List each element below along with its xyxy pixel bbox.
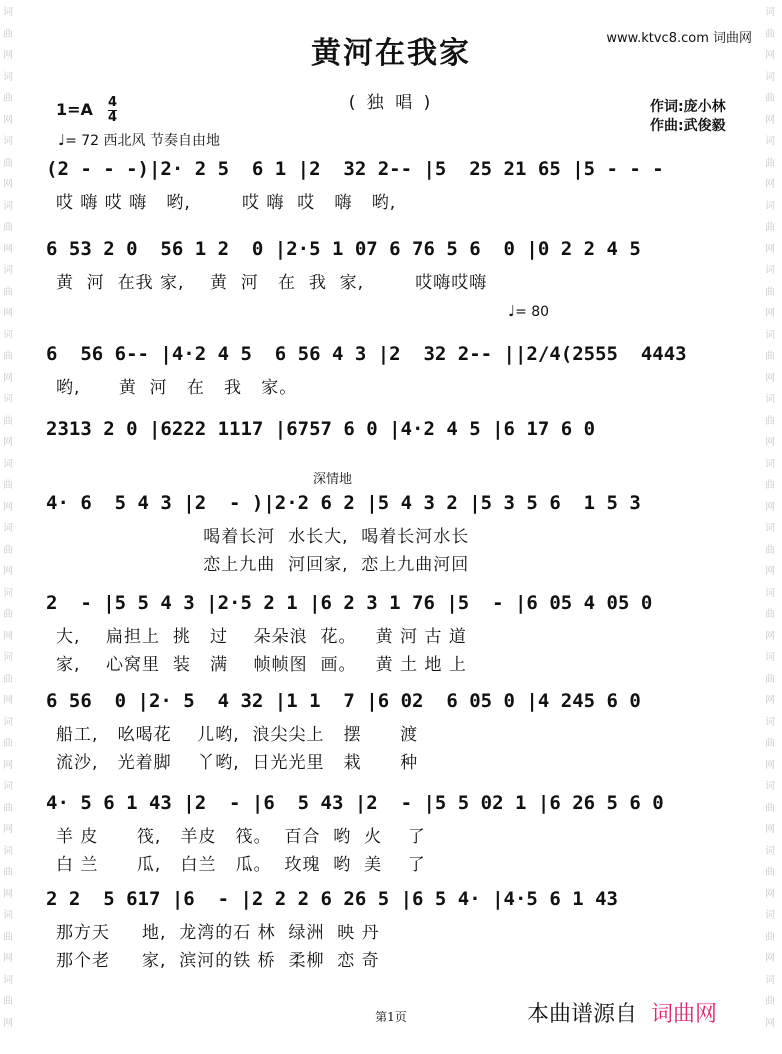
watermark-glyph: 网 xyxy=(765,953,775,964)
lyric-line: 船工, 吆喝花 儿哟, 浪尖尖上 摆 渡 xyxy=(56,725,419,745)
watermark-glyph: 曲 xyxy=(3,351,13,362)
watermark-glyph: 曲 xyxy=(765,931,775,943)
notation-line: 6 53 2 0 56 1 2 0 |2·5 1 07 6 76 5 6 0 |0 2 2 4 5 xyxy=(46,238,653,260)
watermark-glyph: 曲 xyxy=(765,996,775,1007)
meter-bottom: 4 xyxy=(108,110,118,125)
watermark-glyph: 词 xyxy=(765,716,775,728)
watermark-glyph: 曲 xyxy=(765,222,775,233)
watermark-glyph: 词 xyxy=(3,652,13,663)
notation-line: 2313 2 0 |6222 1117 |6757 6 0 |4·2 4 5 |6 17 6 0 xyxy=(46,418,607,440)
lyric-line: 大, 扁担上 挑 过 朵朵浪 花。 黄 河 古 道 xyxy=(56,627,467,647)
left-watermark-strip xyxy=(0,0,20,1054)
watermark-glyph: 词 xyxy=(765,71,775,83)
watermark-glyph: 网 xyxy=(3,695,13,706)
watermark-glyph: 词 xyxy=(3,910,13,921)
watermark-glyph: 词 xyxy=(3,716,13,728)
watermark-glyph: 网 xyxy=(765,695,775,706)
watermark-glyph: 曲 xyxy=(765,93,775,104)
lyric-line: 那方天 地, 龙湾的石 林 绿洲 映 丹 xyxy=(56,923,380,943)
watermark-glyph: 词 xyxy=(765,781,775,792)
watermark-glyph: 网 xyxy=(765,50,775,61)
watermark-glyph: 词 xyxy=(765,329,775,341)
watermark-glyph: 曲 xyxy=(3,93,13,104)
watermark-glyph: 曲 xyxy=(3,802,13,814)
watermark-glyph: 词 xyxy=(765,265,775,276)
watermark-glyph: 网 xyxy=(3,114,13,126)
meter-top: 4 xyxy=(108,95,118,110)
watermark-glyph: 网 xyxy=(3,437,13,448)
watermark-glyph: 网 xyxy=(765,308,775,319)
lyric-line: 那个老 家, 滨河的铁 桥 柔柳 恋 奇 xyxy=(56,951,380,971)
watermark-glyph: 曲 xyxy=(765,738,775,749)
watermark-glyph: 网 xyxy=(765,759,775,771)
lyric-line: 白 兰 瓜, 白兰 瓜。 玫瑰 哟 美 了 xyxy=(56,855,426,875)
tempo-marking xyxy=(58,130,220,150)
watermark-glyph: 网 xyxy=(3,953,13,964)
source-label: 本曲谱源自 xyxy=(527,1002,638,1027)
watermark-glyph: 词 xyxy=(765,845,775,857)
watermark-glyph: 词 xyxy=(3,458,13,470)
lyric-line: 哟, 黄 河 在 我 家。 xyxy=(56,378,298,398)
watermark-glyph: 网 xyxy=(3,50,13,61)
source-credit xyxy=(527,997,717,1028)
watermark-glyph: 曲 xyxy=(765,544,775,556)
notation-line: 6 56 0 |2· 5 4 32 |1 1 7 |6 02 6 05 0 |4 245 6 0 xyxy=(46,690,653,712)
watermark-glyph: 曲 xyxy=(3,996,13,1007)
watermark-glyph: 网 xyxy=(765,372,775,384)
watermark-glyph: 词 xyxy=(3,394,13,405)
lyric-line: 恋上九曲 河回家, 恋上九曲河回 xyxy=(56,555,470,575)
watermark-glyph: 曲 xyxy=(765,28,775,40)
watermark-glyph: 词 xyxy=(3,587,13,599)
watermark-glyph: 网 xyxy=(3,308,13,319)
watermark-glyph: 网 xyxy=(3,759,13,771)
watermark-glyph: 网 xyxy=(3,888,13,900)
watermark-glyph: 词 xyxy=(3,200,13,212)
watermark-glyph: 曲 xyxy=(3,28,13,40)
watermark-glyph: 词 xyxy=(765,7,775,18)
watermark-glyph: 曲 xyxy=(3,222,13,233)
watermark-glyph: 曲 xyxy=(765,286,775,298)
song-subtitle: ( 独 唱 ) xyxy=(348,93,434,113)
watermark-glyph: 网 xyxy=(3,566,13,577)
lyric-line: 流沙, 光着脚 丫哟, 日光光里 栽 种 xyxy=(56,753,419,773)
watermark-glyph: 词 xyxy=(765,974,775,986)
watermark-glyph: 曲 xyxy=(765,609,775,620)
watermark-glyph: 网 xyxy=(765,114,775,126)
time-signature xyxy=(108,96,117,125)
watermark-glyph: 词 xyxy=(765,136,775,147)
watermark-glyph: 网 xyxy=(765,630,775,642)
watermark-glyph: 词 xyxy=(3,329,13,341)
notation-line: 2 2 5 617 |6 - |2 2 2 6 26 5 |6 5 4· |4·5 6 1 43 xyxy=(46,888,630,910)
lyric-line: 羊 皮 筏, 羊皮 筏。 百合 哟 火 了 xyxy=(56,827,426,847)
lyricist-credit: 作词:庞小林 xyxy=(650,99,726,115)
site-url[interactable]: www.ktvc8.com 词曲网 xyxy=(606,31,752,46)
tempo-change xyxy=(508,302,549,320)
tempo-text: = 72 西北风 节奏自由地 xyxy=(65,133,220,149)
song-title: 黄河在我家 xyxy=(311,36,471,71)
watermark-glyph: 曲 xyxy=(3,867,13,878)
watermark-glyph: 网 xyxy=(765,179,775,190)
watermark-glyph: 词 xyxy=(765,523,775,534)
watermark-glyph: 词 xyxy=(765,458,775,470)
composer-credit: 作曲:武俊毅 xyxy=(650,118,726,134)
watermark-glyph: 曲 xyxy=(3,544,13,556)
watermark-glyph: 曲 xyxy=(3,673,13,685)
watermark-glyph: 词 xyxy=(3,974,13,986)
watermark-glyph: 词 xyxy=(765,394,775,405)
lyric-line: 哎 嗨 哎 嗨 哟, 哎 嗨 哎 嗨 哟, xyxy=(56,193,397,213)
watermark-glyph: 网 xyxy=(765,566,775,577)
watermark-glyph: 曲 xyxy=(3,738,13,749)
quarter-note-icon: ♩ xyxy=(58,131,66,149)
watermark-glyph: 词 xyxy=(765,652,775,663)
watermark-glyph: 网 xyxy=(765,888,775,900)
right-watermark-strip xyxy=(762,0,782,1054)
page-number: 第1页 xyxy=(375,1010,407,1024)
watermark-glyph: 曲 xyxy=(765,673,775,685)
watermark-glyph: 曲 xyxy=(765,802,775,814)
watermark-glyph: 词 xyxy=(3,136,13,147)
watermark-glyph: 词 xyxy=(765,910,775,921)
watermark-glyph: 词 xyxy=(765,200,775,212)
watermark-glyph: 曲 xyxy=(3,415,13,427)
lyric-line: 家, 心窝里 装 满 帧帧图 画。 黄 土 地 上 xyxy=(56,655,467,675)
watermark-glyph: 网 xyxy=(3,1017,13,1029)
notation-line: 4· 5 6 1 43 |2 - |6 5 43 |2 - |5 5 02 1 |6 26 5 6 0 xyxy=(46,792,676,814)
quarter-note-icon: ♩ xyxy=(508,302,516,320)
watermark-glyph: 网 xyxy=(3,372,13,384)
watermark-glyph: 曲 xyxy=(3,480,13,491)
watermark-glyph: 网 xyxy=(3,243,13,255)
watermark-glyph: 网 xyxy=(765,824,775,835)
notation-line: 2 - |5 5 4 3 |2·5 2 1 |6 2 3 1 76 |5 - |6 05 4 05 0 xyxy=(46,592,664,614)
watermark-glyph: 网 xyxy=(765,437,775,448)
watermark-glyph: 网 xyxy=(765,1017,775,1029)
watermark-glyph: 曲 xyxy=(765,867,775,878)
lyric-line: 黄 河 在我 家, 黄 河 在 我 家, 哎嗨哎嗨 xyxy=(56,273,488,293)
watermark-glyph: 网 xyxy=(765,243,775,255)
watermark-glyph: 词 xyxy=(765,587,775,599)
watermark-glyph: 曲 xyxy=(765,157,775,169)
tempo-change-text: = 80 xyxy=(515,304,550,320)
watermark-glyph: 词 xyxy=(3,265,13,276)
watermark-glyph: 词 xyxy=(3,781,13,792)
watermark-glyph: 词 xyxy=(3,845,13,857)
watermark-glyph: 网 xyxy=(3,501,13,513)
notation-line: (2 - - -)|2· 2 5 6 1 |2 32 2-- |5 25 21 65 |5 - - - xyxy=(46,158,676,180)
watermark-glyph: 网 xyxy=(3,630,13,642)
notation-line: 6 56 6-- |4·2 4 5 6 56 4 3 |2 32 2-- ||2/4(2555 4443 xyxy=(46,343,699,365)
watermark-glyph: 曲 xyxy=(765,480,775,491)
notation-line: 4· 6 5 4 3 |2 - )|2·2 6 2 |5 4 3 2 |5 3 5 6 1 5 3 xyxy=(46,492,653,514)
watermark-glyph: 曲 xyxy=(765,415,775,427)
watermark-glyph: 词 xyxy=(3,7,13,18)
watermark-glyph: 曲 xyxy=(3,609,13,620)
expression-marking: 深情地 xyxy=(313,472,353,487)
watermark-glyph: 网 xyxy=(3,824,13,835)
watermark-glyph: 曲 xyxy=(765,351,775,362)
watermark-glyph: 曲 xyxy=(3,286,13,298)
watermark-glyph: 网 xyxy=(765,501,775,513)
watermark-glyph: 词 xyxy=(3,71,13,83)
watermark-glyph: 网 xyxy=(3,179,13,190)
source-brand[interactable]: 词曲网 xyxy=(651,1002,718,1027)
watermark-glyph: 曲 xyxy=(3,931,13,943)
watermark-glyph: 词 xyxy=(3,523,13,534)
lyric-line: 喝着长河 水长大, 喝着长河水长 xyxy=(56,527,470,547)
key-signature: 1=A xyxy=(56,100,93,119)
watermark-glyph: 曲 xyxy=(3,157,13,169)
